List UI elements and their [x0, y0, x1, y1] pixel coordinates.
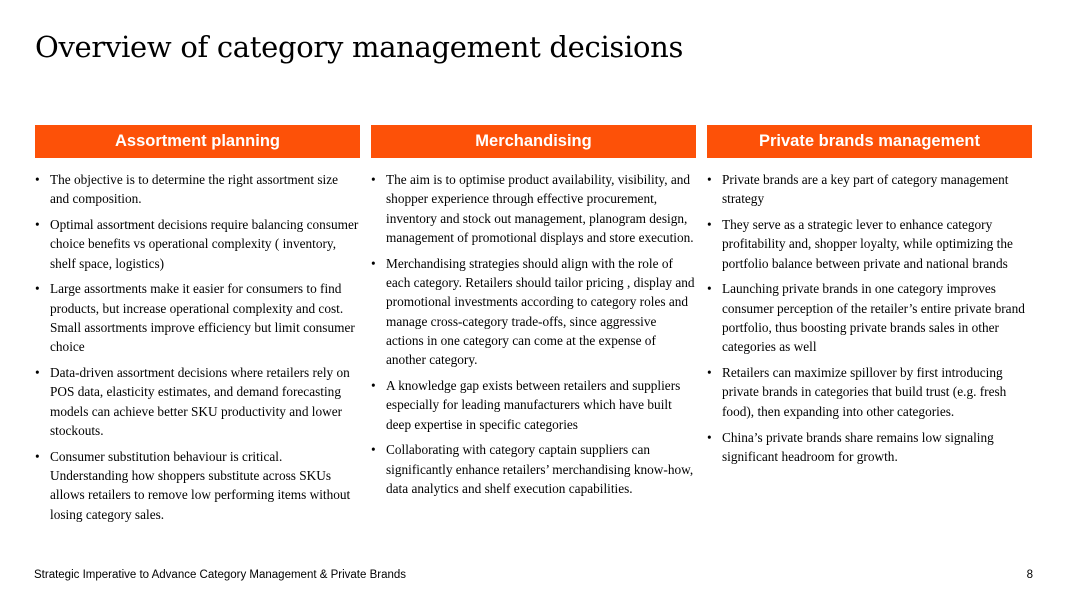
- bullet-item: • Collaborating with category captain suppliers can significantly enhance retailers’ merchandising know-how, data analytics and shelf execution capabilities.: [371, 440, 696, 498]
- bullet-item: • The objective is to determine the right assortment size and composition.: [35, 170, 360, 209]
- bullet-item: • Private brands are a key part of category management strategy: [707, 170, 1032, 209]
- bullet-item: • Consumer substitution behaviour is critical. Understanding how shoppers substitute across SKUs allows retailers to remove low performing items without losing category sales.: [35, 447, 360, 524]
- column-merchandising: [371, 125, 696, 531]
- bullet-list: [35, 170, 360, 524]
- bullet-item: • Data-driven assortment decisions where retailers rely on POS data, elasticity estimates, and demand forecasting models can achieve better SKU productivity and lower stockouts.: [35, 363, 360, 440]
- column-header: Merchandising: [371, 125, 696, 158]
- bullet-item: • They serve as a strategic lever to enhance category profitability and, shopper loyalty, while optimizing the portfolio balance between private and national brands: [707, 215, 1032, 273]
- bullet-item: • Launching private brands in one category improves consumer perception of the retailer’s entire private brand portfolio, thus boosting private brands sales in other categories as well: [707, 279, 1032, 356]
- bullet-item: • The aim is to optimise product availability, visibility, and shopper experience through effective procurement, inventory and stock out management, planogram design, management of promotional displays and store execution.: [371, 170, 696, 247]
- page-number: 8: [1026, 569, 1033, 581]
- footer-text: Strategic Imperative to Advance Category Management & Private Brands: [34, 569, 407, 581]
- bullet-list: [371, 170, 696, 498]
- bullet-item: • Retailers can maximize spillover by first introducing private brands in categories that build trust (e.g. fresh food), then expanding into other categories.: [707, 363, 1032, 421]
- bullet-list: [707, 170, 1032, 466]
- column-header: Private brands management: [707, 125, 1032, 158]
- bullet-item: • Large assortments make it easier for consumers to find products, but increase operational complexity and cost. Small assortments improve efficiency but limit consumer choice: [35, 279, 360, 356]
- bullet-item: • A knowledge gap exists between retailers and suppliers especially for leading manufacturers which have built deep expertise in specific categories: [371, 376, 696, 434]
- column-assortment-planning: [35, 125, 360, 531]
- columns-container: [35, 125, 1031, 531]
- bullet-item: • Optimal assortment decisions require balancing consumer choice benefits vs operational complexity ( inventory, shelf space, logistics): [35, 215, 360, 273]
- column-header: Assortment planning: [35, 125, 360, 158]
- page-title: Overview of category management decisions: [35, 30, 684, 64]
- column-private-brands-management: [707, 125, 1032, 531]
- bullet-item: • Merchandising strategies should align with the role of each category. Retailers should tailor pricing , display and promotional investments according to category roles and manage cross-category trade-offs, since aggressive actions in one category can come at the expense of another category.: [371, 254, 696, 370]
- bullet-item: • China’s private brands share remains low signaling significant headroom for growth.: [707, 428, 1032, 467]
